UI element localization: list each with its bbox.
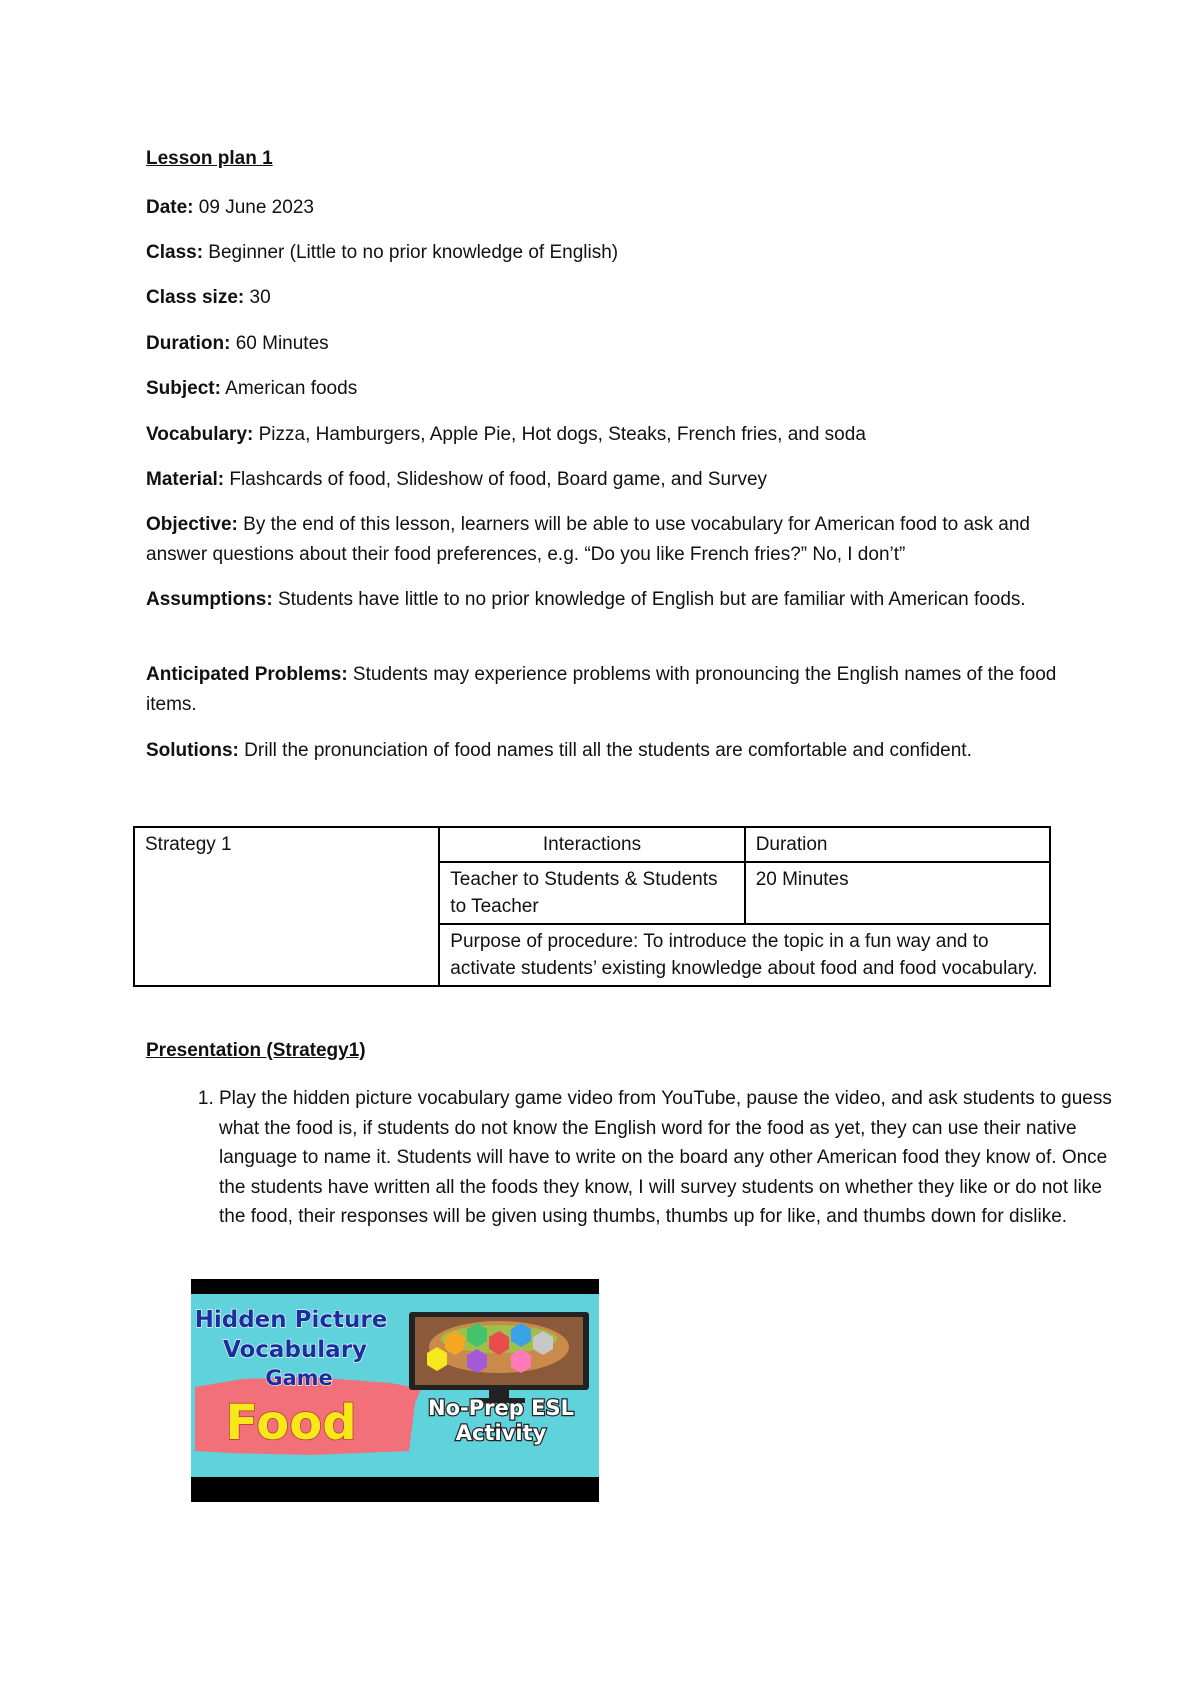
vocabulary-field: Vocabulary: Pizza, Hamburgers, Apple Pie, Hot dogs, Steaks, French fries, and soda <box>146 424 866 445</box>
thumb-tag1: No-Prep ESL <box>428 1396 574 1420</box>
interactions-value: Teacher to Students & Students to Teacher <box>439 862 744 924</box>
class-field: Class: Beginner (Little to no prior knowledge of English) <box>146 242 619 263</box>
duration-header: Duration <box>745 827 1050 862</box>
strategy-cell: Strategy 1 <box>134 827 439 986</box>
thumb-big-word: Food <box>225 1395 357 1451</box>
date-field: Date: 09 June 2023 <box>146 197 314 218</box>
interactions-header: Interactions <box>439 827 744 862</box>
video-thumbnail <box>191 1279 599 1502</box>
monitor-icon <box>409 1312 589 1403</box>
presentation-heading: Presentation (Strategy1) <box>146 1040 366 1061</box>
duration-field: Duration: 60 Minutes <box>146 333 329 354</box>
thumbnail-graphic <box>191 1279 599 1502</box>
strategy-table <box>133 826 1051 987</box>
purpose-cell: Purpose of procedure: To introduce the topic in a fun way and to activate students’ existing knowledge about food and food vocabulary. <box>439 924 1050 986</box>
anticipated-problems-field: Anticipated Problems: Students may experience problems with pronouncing the English names of the food items. <box>146 664 1057 715</box>
lesson-plan-title: Lesson plan 1 <box>146 148 273 169</box>
objective-field: Objective: By the end of this lesson, learners will be able to use vocabulary for American food to ask and answer questions about their food preferences, e.g. “Do you like French fries?” No, I don’t” <box>146 514 1030 565</box>
steps-list <box>146 1084 1133 1232</box>
assumptions-field: Assumptions: Students have little to no prior knowledge of English but are familiar with American foods. <box>146 589 1026 610</box>
duration-value: 20 Minutes <box>745 862 1050 924</box>
material-field: Material: Flashcards of food, Slideshow of food, Board game, and Survey <box>146 469 768 490</box>
solutions-field: Solutions: Drill the pronunciation of food names till all the students are comfortable and confident. <box>146 740 972 761</box>
class-size-field: Class size: 30 <box>146 287 271 308</box>
thumb-tag2: Activity <box>455 1421 547 1445</box>
subject-field: Subject: American foods <box>146 378 358 399</box>
thumb-line3: Game <box>265 1366 333 1390</box>
thumb-line1: Hidden Picture <box>194 1307 388 1333</box>
thumb-line2: Vocabulary <box>222 1337 368 1363</box>
list-item: 1. Play the hidden picture vocabulary game video from YouTube, pause the video, and ask students to guess what the food is, if students do not know the English word for the food as yet, they can use their native language to name it. Students will have to write on the board any other American food they know of. Once the students have written all the foods they know, I will survey students on whether they like or do not like the food, their responses will be given using thumbs, thumbs up for like, and thumbs down for dislike. <box>219 1084 1133 1232</box>
